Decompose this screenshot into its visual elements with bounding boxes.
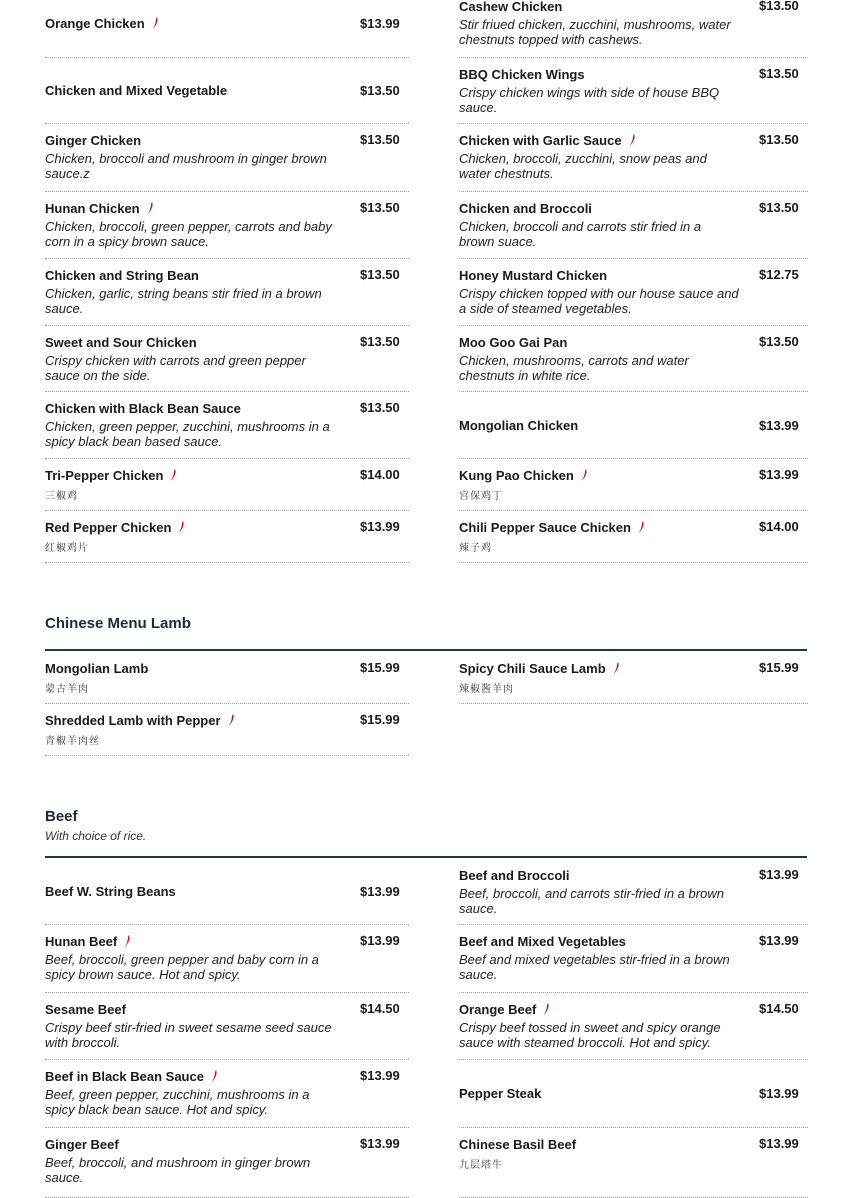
item-name (459, 1137, 576, 1152)
item-price: $13.50 (759, 334, 799, 349)
item-price: $15.99 (360, 660, 400, 675)
item-name (45, 83, 227, 98)
chili-pepper-icon (169, 469, 179, 481)
item-price: $13.99 (759, 1086, 799, 1101)
item-name-text: Mongolian Chicken (459, 418, 579, 433)
item-price: $13.99 (360, 933, 400, 948)
menu-item (45, 859, 409, 925)
menu-item (459, 326, 808, 392)
item-name-text: Beef and Mixed Vegetables (459, 934, 626, 949)
item-name-text: Tri-Pepper Chicken (45, 468, 164, 483)
item-name-text: Sesame Beef (45, 1002, 126, 1017)
menu-item (459, 1060, 808, 1128)
item-price: $13.50 (360, 400, 400, 415)
item-name-text: Hunan Chicken (45, 201, 140, 216)
chili-pepper-icon (580, 469, 590, 481)
item-price: $13.99 (360, 1068, 400, 1083)
item-description: Beef and mixed vegetables stir-fried in a brown sauce. (459, 952, 730, 982)
item-name-text: Mongolian Lamb (45, 661, 149, 676)
item-price: $13.50 (360, 200, 400, 215)
item-name (45, 1002, 126, 1017)
item-name (459, 520, 647, 535)
item-chinese-name: 蒙古羊肉 (45, 684, 89, 695)
item-price: $13.50 (759, 0, 799, 13)
menu-item (45, 259, 409, 326)
section-subtitle-beef: With choice of rice. (45, 829, 147, 843)
item-name (45, 713, 237, 728)
item-name (45, 201, 156, 216)
item-name-text: Ginger Beef (45, 1137, 119, 1152)
item-name (459, 468, 590, 483)
item-name (459, 133, 638, 148)
item-price: $13.50 (759, 132, 799, 147)
item-price: $13.50 (360, 132, 400, 147)
item-price: $13.99 (759, 867, 799, 882)
item-name (45, 335, 197, 350)
menu-item (45, 925, 409, 993)
item-name-text: Red Pepper Chicken (45, 520, 172, 535)
menu-item (459, 993, 808, 1060)
chili-pepper-icon (146, 202, 156, 214)
item-name (459, 1002, 552, 1017)
item-chinese-name: 宫保鸡丁 (459, 491, 503, 502)
item-description: Beef, green pepper, zucchini, mushrooms in a spicy black bean sauce. Hot and spicy. (45, 1087, 310, 1117)
item-name-text: Sweet and Sour Chicken (45, 335, 197, 350)
section-divider (45, 856, 807, 858)
item-name-text: Orange Beef (459, 1002, 537, 1017)
item-name-text: Chicken with Black Bean Sauce (45, 401, 241, 416)
item-description: Crispy chicken topped with our house sauce and a side of steamed vegetables. (459, 286, 739, 316)
item-price: $15.99 (759, 660, 799, 675)
item-description: Crispy beef tossed in sweet and spicy orange sauce with steamed broccoli. Hot and spicy. (459, 1020, 721, 1050)
item-description: Beef, broccoli, green pepper and baby corn in a spicy brown sauce. Hot and spicy. (45, 952, 319, 982)
menu-item (459, 259, 808, 326)
item-description: Chicken, mushrooms, carrots and water chestnuts in white rice. (459, 353, 689, 383)
menu-item (45, 652, 409, 704)
chili-pepper-icon (612, 662, 622, 674)
item-name (45, 1069, 220, 1084)
item-name (459, 868, 570, 883)
section-title-beef: Beef (45, 808, 78, 825)
item-price: $14.50 (759, 1001, 799, 1016)
item-name-text: Ginger Chicken (45, 133, 142, 148)
item-price: $13.50 (360, 83, 400, 98)
item-description: Beef, broccoli, and carrots stir-fried in a brown sauce. (459, 886, 724, 916)
chili-pepper-icon (151, 17, 161, 29)
item-name-text: Beef W. String Beans (45, 884, 176, 899)
menu-item (45, 1128, 409, 1198)
item-chinese-name: 青椒羊肉丝 (45, 736, 100, 747)
item-description: Crispy beef stir-fried in sweet sesame seed sauce with broccoli. (45, 1020, 332, 1050)
item-name-text: Honey Mustard Chicken (459, 268, 608, 283)
chili-pepper-icon (227, 714, 237, 726)
menu-item (459, 124, 808, 192)
item-price: $13.50 (759, 200, 799, 215)
item-description: Chicken, garlic, string beans stir fried in a brown sauce. (45, 286, 322, 316)
menu-item (45, 511, 409, 563)
item-name (459, 418, 578, 433)
item-price: $13.99 (759, 933, 799, 948)
item-name (45, 468, 179, 483)
chili-pepper-icon (177, 521, 187, 533)
item-description: Chicken, broccoli, green pepper, carrots and baby corn in a spicy brown sauce. (45, 219, 332, 249)
item-name (45, 661, 148, 676)
item-name (45, 1137, 119, 1152)
chili-pepper-icon (542, 1003, 552, 1015)
menu-item (45, 392, 409, 459)
item-name-text: Spicy Chili Sauce Lamb (459, 661, 606, 676)
section-title-lamb: Chinese Menu Lamb (45, 615, 191, 632)
item-name-text: Chicken and Mixed Vegetable (45, 83, 228, 98)
item-description: Beef, broccoli, and mushroom in ginger brown sauce. (45, 1155, 311, 1185)
item-price: $14.50 (360, 1001, 400, 1016)
item-name (459, 1086, 541, 1101)
item-name-text: Hunan Beef (45, 934, 118, 949)
item-chinese-name: 辣椒酱羊肉 (459, 684, 514, 695)
menu-item (45, 192, 409, 259)
item-description: Chicken, broccoli and mushroom in ginger brown sauce.z (45, 151, 327, 181)
item-price: $13.99 (759, 1136, 799, 1151)
item-name-text: Cashew Chicken (459, 0, 563, 14)
menu-item (45, 124, 409, 192)
item-name (459, 335, 567, 350)
item-name-text: Kung Pao Chicken (459, 468, 574, 483)
menu-item (45, 326, 409, 392)
item-name (45, 268, 199, 283)
item-price: $13.99 (360, 16, 400, 31)
menu-item (459, 192, 808, 259)
item-name-text: Chicken and String Bean (45, 268, 199, 283)
menu-item (45, 459, 409, 511)
item-name-text: Chili Pepper Sauce Chicken (459, 520, 631, 535)
item-description: Crispy chicken with carrots and green pepper sauce on the side. (45, 353, 306, 383)
item-name-text: Pepper Steak (459, 1086, 542, 1101)
item-name-text: Moo Goo Gai Pan (459, 335, 568, 350)
menu-item (459, 511, 808, 563)
menu-item (45, 704, 409, 756)
item-name-text: Chinese Basil Beef (459, 1137, 577, 1152)
item-name (459, 934, 626, 949)
item-price: $13.50 (360, 267, 400, 282)
item-price: $13.50 (360, 334, 400, 349)
menu-item (45, 993, 409, 1060)
item-chinese-name: 红椒鸡片 (45, 543, 89, 554)
item-chinese-name: 三椒鸡 (45, 491, 78, 502)
item-price: $13.99 (360, 1136, 400, 1151)
item-price: $13.99 (759, 467, 799, 482)
menu-item (45, 0, 409, 58)
item-name (459, 201, 592, 216)
menu-item (459, 392, 808, 459)
item-price: $14.00 (360, 467, 400, 482)
item-name (45, 884, 176, 899)
item-chinese-name: 辣子鸡 (459, 543, 492, 554)
menu-item (459, 652, 808, 704)
chili-pepper-icon (210, 1070, 220, 1082)
menu-item (459, 925, 808, 993)
menu-item (459, 859, 808, 925)
chili-pepper-icon (637, 521, 647, 533)
item-name-text: Beef in Black Bean Sauce (45, 1069, 204, 1084)
menu-item (45, 1060, 409, 1128)
item-name (45, 16, 161, 31)
item-name (45, 520, 187, 535)
item-name-text: Chicken with Garlic Sauce (459, 133, 622, 148)
item-name (459, 67, 585, 82)
item-price: $13.99 (360, 884, 400, 899)
item-description: Chicken, broccoli and carrots stir fried in a brown suace. (459, 219, 702, 249)
chili-pepper-icon (628, 134, 638, 146)
menu-item (459, 0, 808, 58)
item-name-text: BBQ Chicken Wings (459, 67, 585, 82)
menu-item (459, 1128, 808, 1198)
item-name-text: Shredded Lamb with Pepper (45, 713, 221, 728)
item-name (45, 934, 133, 949)
item-name-text: Beef and Broccoli (459, 868, 570, 883)
item-description: Chicken, green pepper, zucchini, mushrooms in a spicy black bean based sauce. (45, 419, 330, 449)
menu-item (459, 459, 808, 511)
menu-item (459, 58, 808, 124)
item-price: $13.99 (360, 519, 400, 534)
section-divider (45, 649, 807, 651)
item-description: Stir friued chicken, zucchini, mushrooms, water chestnuts topped with cashews. (459, 17, 731, 47)
item-price: $13.99 (759, 418, 799, 433)
item-name-text: Orange Chicken (45, 16, 145, 31)
item-name (45, 401, 241, 416)
chili-pepper-icon (123, 935, 133, 947)
menu-item (45, 58, 409, 124)
item-name (459, 661, 622, 676)
item-name (45, 133, 141, 148)
item-name-text: Chicken and Broccoli (459, 201, 592, 216)
item-description: Chicken, broccoli, zucchini, snow peas and water chestnuts. (459, 151, 707, 181)
item-price: $14.00 (759, 519, 799, 534)
item-chinese-name: 九层塔牛 (459, 1160, 503, 1171)
item-name (459, 0, 562, 14)
item-description: Crispy chicken wings with side of house BBQ sauce. (459, 85, 720, 115)
item-price: $13.50 (759, 66, 799, 81)
item-price: $15.99 (360, 712, 400, 727)
item-name (459, 268, 607, 283)
item-price: $12.75 (759, 267, 799, 282)
